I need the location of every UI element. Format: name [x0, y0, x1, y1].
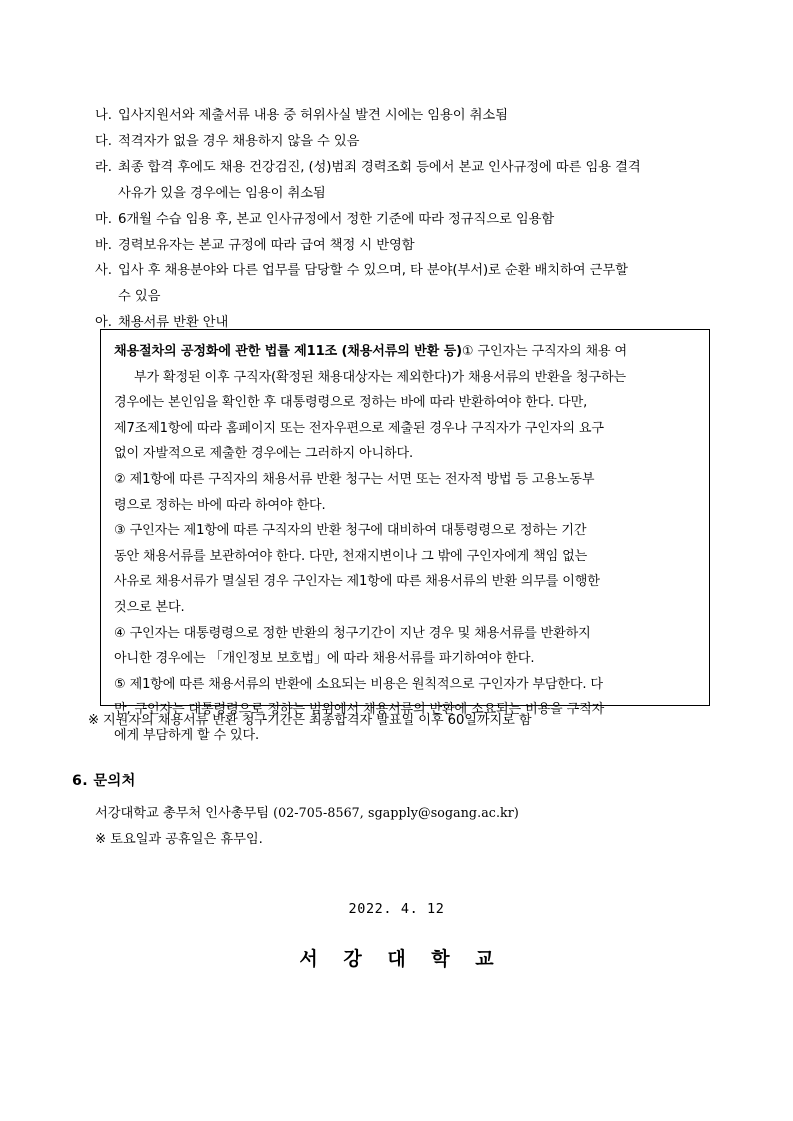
law-line: 경우에는 본인임을 확인한 후 대통령령으로 정하는 바에 따라 반환하여야 한다. 다만, [114, 395, 588, 411]
law-line: 아니한 경우에는 「개인정보 보호법」에 따라 채용서류를 파기하여야 한다. [114, 651, 535, 667]
list-item-continuation [95, 181, 717, 207]
law-heading-line [114, 339, 697, 365]
list-text: 채용서류 반환 안내 [118, 315, 229, 331]
list-item [95, 258, 717, 284]
law-line: ③ 구인자는 제1항에 따른 구직자의 반환 청구에 대비하여 대통령령으로 정하는 기간 [114, 523, 587, 539]
law-line: 부가 확정된 이후 구직자(확정된 채용대상자는 제외한다)가 채용서류의 반환을 청구하는 [134, 369, 626, 385]
list-marker: 아. [95, 315, 112, 331]
list-text: 경력보유자는 본교 규정에 따라 급여 책정 시 반영함 [118, 237, 415, 253]
law-line: 령으로 정하는 바에 따라 하여야 한다. [114, 497, 326, 513]
list-item [95, 129, 717, 155]
law-line: 에게 부담하게 할 수 있다. [114, 727, 260, 743]
document-signature: 서 강 대 학 교 [299, 948, 504, 970]
list-text: 최종 합격 후에도 채용 건강검진, (성)범죄 경력조회 등에서 본교 인사규정에 따른 임용 결격 [118, 159, 641, 175]
list-marker: 바. [95, 237, 112, 253]
list-text: 입사지원서와 제출서류 내용 중 허위사실 발견 시에는 임용이 취소됨 [118, 108, 508, 123]
law-line: 제7조제1항에 따라 홈페이지 또는 전자우편으로 제출된 경우나 구직자가 구인자의 요구 [114, 420, 604, 436]
document-date: 2022. 4. 12 [348, 901, 445, 917]
law-line: 만, 구인자는 대통령령으로 정하는 범위에서 채용서류의 반환에 소요되는 비용을 구직자 [114, 702, 605, 718]
section-heading-contact: 6. 문의처 [72, 773, 136, 789]
list-item [95, 155, 717, 181]
law-line: ② 제1항에 따른 구직자의 채용서류 반환 청구는 서면 또는 전자적 방법 등 고용노동부 [114, 471, 595, 487]
list-marker: 다. [95, 133, 112, 149]
law-clause-1-symbol: ① [461, 344, 474, 359]
law-heading-title: 채용절차의 공정화에 관한 법률 제11조 (채용서류의 반환 등) [114, 344, 462, 359]
law-line: ④ 구인자는 대통령령으로 정한 반환의 청구기간이 지난 경우 및 채용서류를 반환하지 [114, 625, 591, 641]
contact-phone-email: (02-705-8567, sgapply@sogang.ac.kr) [273, 805, 519, 820]
list-marker: 사. [95, 263, 112, 279]
list-text: 사유가 있을 경우에는 임용이 취소됨 [118, 185, 326, 201]
contact-organization: 서강대학교 총무처 인사총무팀 [95, 806, 274, 821]
list-text: 적격자가 없을 경우 채용하지 않을 수 있음 [118, 133, 360, 149]
law-line: ⑤ 제1항에 따른 채용서류의 반환에 소요되는 비용은 원칙적으로 구인자가 부담한다. 다 [114, 676, 603, 692]
law-clause-1-head: 구인자는 구직자의 채용 여 [473, 344, 628, 359]
list-text: 수 있음 [118, 289, 161, 305]
list-item [95, 233, 717, 259]
contact-line [95, 802, 519, 821]
law-line: 것으로 본다. [114, 599, 185, 615]
contact-holiday-note: ※ 토요일과 공휴일은 휴무임. [95, 832, 263, 847]
list-item [95, 207, 717, 233]
list-item-continuation [95, 284, 717, 310]
list-marker: 라. [95, 159, 112, 175]
list-marker: 마. [95, 211, 112, 227]
law-line: 없이 자발적으로 제출한 경우에는 그러하지 아니하다. [114, 446, 414, 462]
box-footnote: ※ 지원자의 채용서류 반환 청구기간은 최종합격자 발표일 이후 60일까지로 함 [88, 713, 532, 728]
list-text: 6개월 수습 임용 후, 본교 인사규정에서 정한 기준에 따라 정규직으로 임용함 [118, 211, 555, 227]
law-line: 동안 채용서류를 보관하여야 한다. 다만, 천재지변이나 그 밖에 구인자에게 책임 없는 [114, 548, 588, 564]
list-text: 입사 후 채용분야와 다른 업무를 담당할 수 있으며, 타 분야(부서)로 순환 배치하여 근무할 [118, 263, 628, 279]
list-item [95, 103, 717, 129]
list-marker: 나. [95, 108, 112, 123]
law-line: 사유로 채용서류가 멸실된 경우 구인자는 제1항에 따른 채용서류의 반환 의무를 이행한 [114, 574, 600, 590]
notes-list [95, 103, 717, 336]
